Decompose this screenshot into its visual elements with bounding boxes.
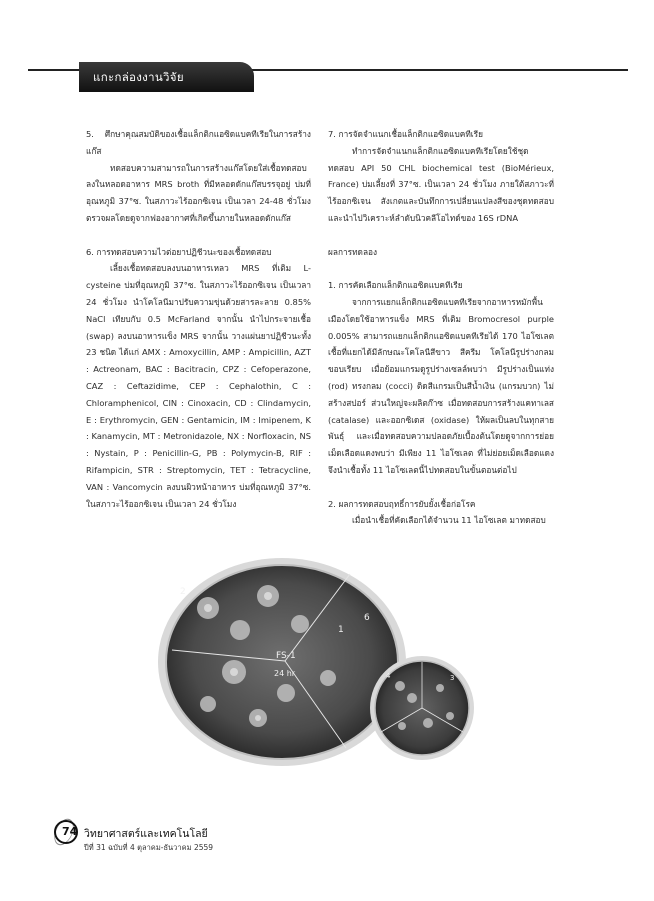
journal-issue: ปีที่ 31 ฉบับที่ 4 ตุลาคม-ธันวาคม 2559 [84,843,214,852]
s7-heading: 7. การจัดจำแนกเชื้อแล็กติกแอซิดแบคทีเรีย [328,129,483,139]
right-column [328,126,554,529]
journal-name: วิทยาศาสตร์และเทคโนโลยี [84,828,208,840]
results-heading: ผลการทดลอง [328,246,378,257]
r2-heading: 2. ผลการทดสอบฤทธิ์การยับยั้งเชื้อก่อโรค [328,498,476,509]
left-column [86,126,311,512]
plate-mark-6: 6 [364,613,370,623]
s7-body: ทำการจัดจำแนกแล็กติกแอซิดแบคทีเรียโดยใช้ชุดทดสอบ API 50 CHL biochemical test (BioMérieux, France) บ่มเลี้ยงที่ 37°ซ. เป็นเวลา 24 ชั่วโมง ภายใต้สภาวะที่ไร้ออกซิเจน สังเกตและบันทึกการเปลี่ยนแปลงสีของชุดทดสอบ และนำไปวิเคราะห์ลำดับนิวคลีโอไทด์ของ 16S rDNA [328,145,554,223]
large-petri-dish [158,558,406,766]
s5-body: ทดสอบความสามารถในการสร้างแก๊สโดยใส่เชื้อทดสอบลงในหลอดอาหาร MRS broth ที่มีหลอดดักแก๊สบรรจุอยู่ บ่มที่อุณหภูมิ 37°ซ. ในสภาวะไร้ออกซิเจน เป็นเวลา 24-48 ชั่วโมง ตรวจผลโดยดูจากฟองอากาศที่เกิดขึ้นภายในหลอดดักแก๊ส [86,162,311,223]
s6-body: เลี้ยงเชื้อทดสอบลงบนอาหารเหลว MRS ที่เติม L-cysteine บ่มที่อุณหภูมิ 37°ซ. ในสภาวะไร้ออกซิเจน เป็นเวลา 24 ชั่วโมง นำโคโลนีมาปรับความขุ่นด้วยสารละลาย 0.85% NaCl เทียบกับ 0.5 McFarland จากนั้น นำไปกระจายเชื้อ (swap) ลงบนอาหารแข็ง MRS จากนั้น วางแผ่นยาปฏิชีวนะทั้ง 23 ชนิด ได้แก่ AMX : Amoxycillin, AMP : Ampicillin, AZT : Actreonam, BAC : Bacitracin, CPZ : Cefoperazone, CAZ : Ceftazidime, CEP : Cephalothin, C : Chloramphenicol, CIN : Cinoxacin, CD : Clindamycin, E : Erythromycin, GEN : Gentamicin, IM : Imipenem, K : Kanamycin, MT : Metronidazole, NX : Norfloxacin, NS : Nystain, P : Penicillin-G, PB : Polymycin-B, RIF : Rifampicin, STR : Streptomycin, TET : Tetracycline, VAN : Vancomycin ลงบนผิวหน้าอาหาร บ่มที่อุณหภูมิ 37°ซ. ในสภาวะไร้ออกซิเจน เป็นเวลา 24 ชั่วโมง [86,263,311,509]
plate-mark-4: 4 [386,672,391,680]
r2-body: เมื่อนำเชื้อที่คัดเลือกได้จำนวน 11 ไอโซเลต มาทดสอบ [352,515,546,526]
s6-heading: 6. การทดสอบความไวต่อยาปฏิชีวนะของเชื้อทดสอบ [86,246,272,257]
petri-dish-figure [150,558,480,774]
r1-body: จากการแยกแล็กติกแอซิดแบคทีเรียจากอาหารหมักพื้นเมืองโดยใช้อาหารแข็ง MRS ที่เติม Bromocresol purple 0.005% สามารถแยกแล็กติกแอซิดแบคทีเรียได้ 170 ไอโซเลต เชื้อที่แยกได้มีลักษณะโคโลนีสีขาว สีครีม โคโลนีรูปร่างกลม ขอบเรียบ เมื่อย้อมแกรมดูรูปร่างเซลล์พบว่า มีรูปร่างเป็นแท่ง (rod) ทรงกลม (cocci) ติดสีแกรมเป็นสีน้ำเงิน (แกรมบวก) ไม่สร้างสปอร์ ส่วนใหญ่จะผลิตก๊าซ เมื่อทดสอบการสร้างแคทาเลส (catalase) และออกซิเดส (oxidase) ให้ผลเป็นลบในทุกสายพันธุ์ และเมื่อทดสอบความปลอดภัยเบื้องต้นโดยดูจากการย่อยเม็ดเลือดแดงพบว่า มีเพียง 11 ไอโซเลต ที่ไม่ย่อยเม็ดเลือดแดงจึงนำเชื้อทั้ง 11 ไอโซเลตนี้ไปทดสอบในขั้นตอนต่อไป [328,296,554,475]
plate-label-sub: 24 hr [274,669,296,678]
r1-heading: 1. การคัดเลือกแล็กติกแอซิดแบคทีเรีย [328,280,463,291]
small-petri-dish [370,656,474,760]
plate-mark-2: 2 [180,587,186,597]
s5-heading: 5. ศึกษาคุณสมบัติของเชื้อแล็กติกแอซิดแบคทีเรียในการสร้างแก๊ส [86,129,311,156]
plate-mark-1: 1 [338,625,344,635]
plate-label-center: FS-1 [276,651,296,661]
page-number: 74 [62,825,78,838]
section-label: แกะกล่องงานวิจัย [79,62,254,92]
plate-mark-3: 3 [450,674,455,682]
